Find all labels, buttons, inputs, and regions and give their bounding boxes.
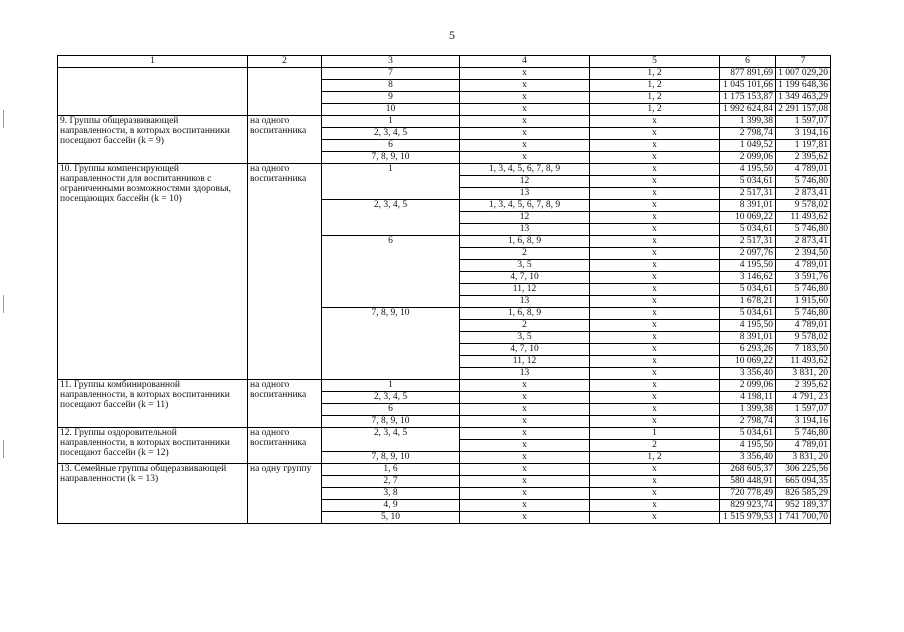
disability-code-cell: x [460, 416, 590, 428]
disability-code-cell: x [460, 392, 590, 404]
value-cell: 5 034,61 [720, 284, 776, 296]
category-cell: x [590, 476, 720, 488]
disability-code-cell: x [460, 440, 590, 452]
category-cell: 1, 2 [590, 452, 720, 464]
category-cell: x [590, 404, 720, 416]
value-cell: 665 094,35 [776, 476, 831, 488]
value-cell: 3 356,40 [720, 368, 776, 380]
category-cell: x [590, 152, 720, 164]
value-cell: 8 391,01 [720, 332, 776, 344]
disability-code-cell: x [460, 488, 590, 500]
value-cell: 5 034,61 [720, 428, 776, 440]
value-cell: 1 007 029,20 [776, 68, 831, 80]
disability-code-cell: 12 [460, 212, 590, 224]
disability-code-cell: x [460, 80, 590, 92]
category-cell: x [590, 332, 720, 344]
mode-cell: 2, 3, 4, 5 [322, 200, 460, 236]
mode-cell: 2, 3, 4, 5 [322, 128, 460, 140]
page-number: 5 [449, 28, 455, 42]
value-cell: 1 678,21 [720, 296, 776, 308]
value-cell: 2 291 157,08 [776, 104, 831, 116]
value-cell: 10 069,22 [720, 356, 776, 368]
disability-code-cell: 1, 6, 8, 9 [460, 236, 590, 248]
value-cell: 2 798,74 [720, 128, 776, 140]
value-cell: 1 992 624,84 [720, 104, 776, 116]
value-cell: 2 873,41 [776, 188, 831, 200]
disability-code-cell: 13 [460, 368, 590, 380]
category-cell: x [590, 392, 720, 404]
value-cell: 4 198,11 [720, 392, 776, 404]
mode-cell: 6 [322, 140, 460, 152]
disability-code-cell: 1, 3, 4, 5, 6, 7, 8, 9 [460, 164, 590, 176]
value-cell: 1 049,52 [720, 140, 776, 152]
value-cell: 1 175 153,87 [720, 92, 776, 104]
scan-edge-mark [3, 440, 4, 458]
mode-cell: 7, 8, 9, 10 [322, 416, 460, 428]
mode-cell: 1 [322, 380, 460, 392]
scan-edge-mark [3, 295, 4, 313]
category-cell: x [590, 284, 720, 296]
value-cell: 4 789,01 [776, 260, 831, 272]
group-name-cell: 11. Группы комбинированной направленности, в которых воспитанники посещают бассейн (k = 11) [58, 380, 248, 428]
category-cell: x [590, 296, 720, 308]
value-cell: 8 391,01 [720, 200, 776, 212]
mode-cell: 1 [322, 164, 460, 200]
value-cell: 5 746,80 [776, 224, 831, 236]
category-cell: x [590, 236, 720, 248]
value-cell: 1 197,81 [776, 140, 831, 152]
value-cell: 826 585,29 [776, 488, 831, 500]
category-cell: 1, 2 [590, 80, 720, 92]
table-row [58, 428, 831, 440]
table-row [58, 464, 831, 476]
value-cell: 4 789,01 [776, 320, 831, 332]
mode-cell: 1, 6 [322, 464, 460, 476]
disability-code-cell: x [460, 116, 590, 128]
disability-code-cell: 13 [460, 224, 590, 236]
value-cell: 5 746,80 [776, 308, 831, 320]
disability-code-cell: x [460, 140, 590, 152]
mode-cell: 2, 3, 4, 5 [322, 428, 460, 452]
value-cell: 2 517,31 [720, 188, 776, 200]
header-row [58, 56, 831, 68]
disability-code-cell: 3, 5 [460, 332, 590, 344]
value-cell: 3 356,40 [720, 452, 776, 464]
tariff-table [57, 55, 831, 524]
value-cell: 952 189,37 [776, 500, 831, 512]
category-cell: x [590, 188, 720, 200]
disability-code-cell: x [460, 428, 590, 440]
group-name-cell [58, 68, 248, 116]
value-cell: 2 394,50 [776, 248, 831, 260]
mode-cell: 9 [322, 92, 460, 104]
category-cell: 1, 2 [590, 104, 720, 116]
category-cell: x [590, 212, 720, 224]
mode-cell: 10 [322, 104, 460, 116]
disability-code-cell: 4, 7, 10 [460, 344, 590, 356]
value-cell: 11 493,62 [776, 356, 831, 368]
disability-code-cell: 2 [460, 248, 590, 260]
category-cell: 1, 2 [590, 92, 720, 104]
mode-cell: 7 [322, 68, 460, 80]
disability-code-cell: x [460, 404, 590, 416]
value-cell: 4 789,01 [776, 440, 831, 452]
category-cell: x [590, 488, 720, 500]
value-cell: 580 448,91 [720, 476, 776, 488]
disability-code-cell: x [460, 452, 590, 464]
value-cell: 2 099,06 [720, 380, 776, 392]
value-cell: 4 195,50 [720, 320, 776, 332]
value-cell: 1 597,07 [776, 116, 831, 128]
value-cell: 2 097,76 [720, 248, 776, 260]
mode-cell: 2, 7 [322, 476, 460, 488]
mode-cell: 6 [322, 404, 460, 416]
value-cell: 5 034,61 [720, 176, 776, 188]
group-name-cell: 9. Группы общеразвивающей направленности, в которых воспитанники посещают бассейн (k = 9) [58, 116, 248, 164]
category-cell: x [590, 512, 720, 524]
value-cell: 5 746,80 [776, 176, 831, 188]
disability-code-cell: x [460, 476, 590, 488]
disability-code-cell: x [460, 104, 590, 116]
value-cell: 2 395,62 [776, 152, 831, 164]
column-header: 6 [720, 56, 776, 68]
mode-cell: 1 [322, 116, 460, 128]
value-cell: 11 493,62 [776, 212, 831, 224]
value-cell: 2 798,74 [720, 416, 776, 428]
disability-code-cell: x [460, 152, 590, 164]
category-cell: x [590, 260, 720, 272]
disability-code-cell: 4, 7, 10 [460, 272, 590, 284]
value-cell: 1 741 700,70 [776, 512, 831, 524]
mode-cell: 7, 8, 9, 10 [322, 452, 460, 464]
table-row [58, 380, 831, 392]
group-name-cell: 12. Группы оздоровительной направленности, в которых воспитанники посещают бассейн (k = 12) [58, 428, 248, 464]
value-cell: 4 195,50 [720, 260, 776, 272]
value-cell: 1 349 463,29 [776, 92, 831, 104]
value-cell: 5 034,61 [720, 308, 776, 320]
mode-cell: 5, 10 [322, 512, 460, 524]
value-cell: 1 597,07 [776, 404, 831, 416]
value-cell: 3 831, 20 [776, 452, 831, 464]
disability-code-cell: x [460, 68, 590, 80]
scan-edge-mark [3, 110, 4, 128]
disability-code-cell: x [460, 92, 590, 104]
unit-cell: на одного воспитанника [248, 164, 322, 380]
disability-code-cell: x [460, 512, 590, 524]
table-row [58, 116, 831, 128]
value-cell: 877 891,69 [720, 68, 776, 80]
table-row [58, 68, 831, 80]
mode-cell: 4, 9 [322, 500, 460, 512]
value-cell: 1 399,38 [720, 404, 776, 416]
category-cell: x [590, 128, 720, 140]
category-cell: x [590, 272, 720, 284]
disability-code-cell: 1, 6, 8, 9 [460, 308, 590, 320]
value-cell: 268 605,37 [720, 464, 776, 476]
value-cell: 1 915,60 [776, 296, 831, 308]
category-cell: x [590, 200, 720, 212]
value-cell: 1 045 101,66 [720, 80, 776, 92]
value-cell: 6 293,26 [720, 344, 776, 356]
group-name-cell: 10. Группы компенсирующей направленности для воспитанников с ограниченными возможностями здоровья, посещающих бассейн (k = 10) [58, 164, 248, 380]
value-cell: 2 395,62 [776, 380, 831, 392]
disability-code-cell: 13 [460, 188, 590, 200]
column-header: 4 [460, 56, 590, 68]
value-cell: 1 515 979,53 [720, 512, 776, 524]
disability-code-cell: 1, 3, 4, 5, 6, 7, 8, 9 [460, 200, 590, 212]
category-cell: x [590, 380, 720, 392]
disability-code-cell: 11, 12 [460, 356, 590, 368]
column-header: 3 [322, 56, 460, 68]
value-cell: 2 099,06 [720, 152, 776, 164]
value-cell: 5 034,61 [720, 224, 776, 236]
value-cell: 4 789,01 [776, 164, 831, 176]
unit-cell: на одну группу [248, 464, 322, 524]
disability-code-cell: 13 [460, 296, 590, 308]
table-row [58, 164, 831, 176]
disability-code-cell: x [460, 380, 590, 392]
column-header: 2 [248, 56, 322, 68]
category-cell: x [590, 464, 720, 476]
disability-code-cell: 11, 12 [460, 284, 590, 296]
unit-cell [248, 68, 322, 116]
value-cell: 829 923,74 [720, 500, 776, 512]
category-cell: x [590, 500, 720, 512]
value-cell: 720 778,49 [720, 488, 776, 500]
category-cell: 1, 2 [590, 68, 720, 80]
group-name-cell: 13. Семейные группы общеразвивающей направленности (k = 13) [58, 464, 248, 524]
category-cell: x [590, 308, 720, 320]
disability-code-cell: 12 [460, 176, 590, 188]
value-cell: 7 183,50 [776, 344, 831, 356]
value-cell: 4 195,50 [720, 440, 776, 452]
category-cell: x [590, 320, 720, 332]
mode-cell: 7, 8, 9, 10 [322, 308, 460, 380]
category-cell: x [590, 416, 720, 428]
column-header: 1 [58, 56, 248, 68]
column-header: 5 [590, 56, 720, 68]
value-cell: 3 146,62 [720, 272, 776, 284]
disability-code-cell: x [460, 128, 590, 140]
category-cell: x [590, 176, 720, 188]
unit-cell: на одного воспитанника [248, 380, 322, 428]
value-cell: 3 591,76 [776, 272, 831, 284]
value-cell: 4 195,50 [720, 164, 776, 176]
value-cell: 1 199 648,36 [776, 80, 831, 92]
value-cell: 9 578,02 [776, 200, 831, 212]
unit-cell: на одного воспитанника [248, 428, 322, 464]
mode-cell: 2, 3, 4, 5 [322, 392, 460, 404]
value-cell: 306 225,56 [776, 464, 831, 476]
category-cell: 1 [590, 428, 720, 440]
value-cell: 10 069,22 [720, 212, 776, 224]
category-cell: x [590, 164, 720, 176]
value-cell: 4 791, 23 [776, 392, 831, 404]
category-cell: x [590, 140, 720, 152]
disability-code-cell: x [460, 500, 590, 512]
value-cell: 5 746,80 [776, 284, 831, 296]
disability-code-cell: 2 [460, 320, 590, 332]
value-cell: 3 831, 20 [776, 368, 831, 380]
category-cell: x [590, 368, 720, 380]
disability-code-cell: 3, 5 [460, 260, 590, 272]
mode-cell: 6 [322, 236, 460, 308]
value-cell: 3 194,16 [776, 416, 831, 428]
value-cell: 5 746,80 [776, 428, 831, 440]
category-cell: x [590, 356, 720, 368]
value-cell: 2 517,31 [720, 236, 776, 248]
category-cell: 2 [590, 440, 720, 452]
category-cell: x [590, 116, 720, 128]
mode-cell: 8 [322, 80, 460, 92]
value-cell: 9 578,02 [776, 332, 831, 344]
category-cell: x [590, 344, 720, 356]
category-cell: x [590, 248, 720, 260]
mode-cell: 3, 8 [322, 488, 460, 500]
column-header: 7 [776, 56, 831, 68]
value-cell: 1 399,38 [720, 116, 776, 128]
category-cell: x [590, 224, 720, 236]
unit-cell: на одного воспитанника [248, 116, 322, 164]
value-cell: 3 194,16 [776, 128, 831, 140]
disability-code-cell: x [460, 464, 590, 476]
value-cell: 2 873,41 [776, 236, 831, 248]
mode-cell: 7, 8, 9, 10 [322, 152, 460, 164]
